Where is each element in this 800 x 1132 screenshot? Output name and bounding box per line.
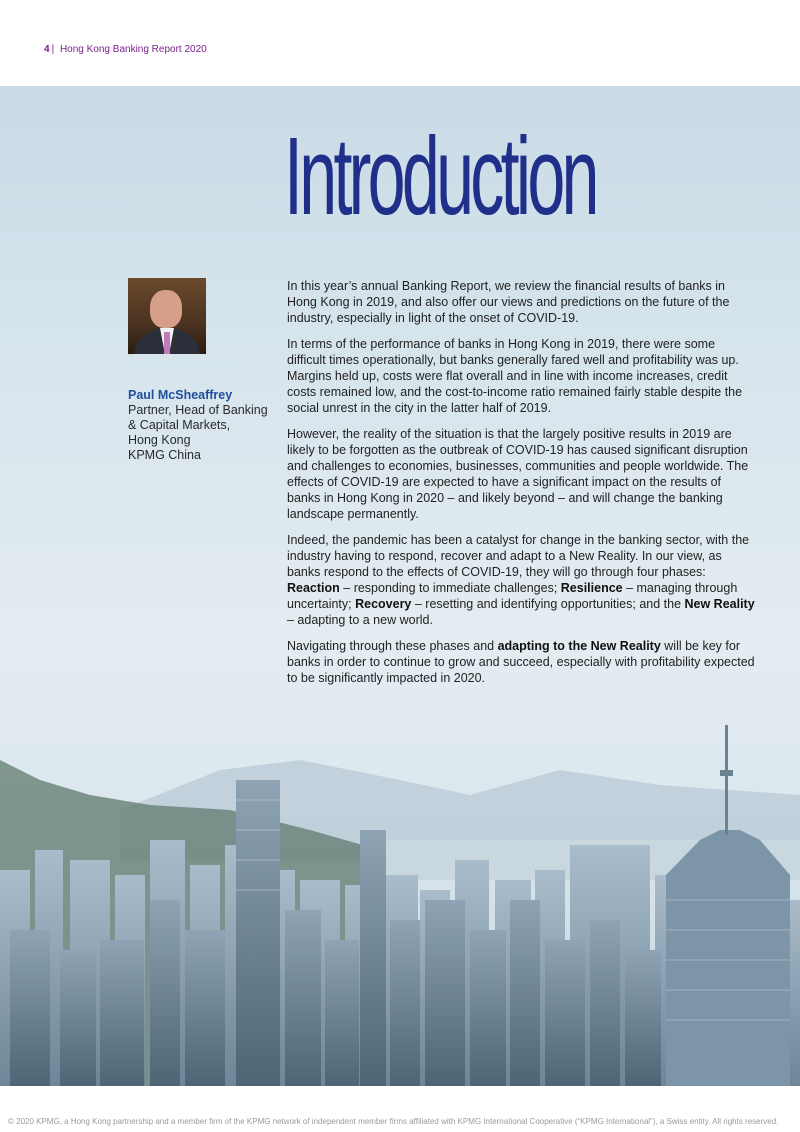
person-caption xyxy=(128,388,268,463)
paragraph-2: In terms of the performance of banks in Hong Kong in 2019, there were some difficult times operationally, but banks generally fared well and profitability was up. Margins held up, costs were flat overall and in line with income increases, credit costs remained low, and the cost-to-income ratio remained fairly stable despite the social unrest in the city in the latter half of 2019. xyxy=(287,337,743,415)
paragraph-5: Navigating through these phases and adapting to the New Reality will be key for banks in order to continue to grow and succeed, especially with profitability expected to be significantly impacted in 2020. xyxy=(287,639,755,685)
header-separator: | xyxy=(51,44,55,55)
page-header xyxy=(44,44,207,55)
intro-body xyxy=(287,278,757,696)
person-company: KPMG China xyxy=(128,448,201,462)
person-role-line2: & Capital Markets, xyxy=(128,418,231,432)
copyright-footer: © 2020 KPMG, a Hong Kong partnership and a member firm of the KPMG network of independent member firms affiliated with KPMG International Cooperative (“KPMG International”), a Swiss entity. All rights reserved. xyxy=(8,1117,779,1126)
person-role-line1: Partner, Head of Banking xyxy=(128,403,268,417)
paragraph-4: Indeed, the pandemic has been a catalyst for change in the banking sector, with the industry having to respond, recover and adapt to a New Reality. In our view, as banks respond to the effects of COVID-19, they will go through four phases: Reaction – responding to immediate challenges; Resilience – managing through uncertainty; Recovery – resetting and identifying opportunities; and the New Reality – adapting to a new world. xyxy=(287,533,755,627)
person-location: Hong Kong xyxy=(128,433,191,447)
phase-new-reality: New Reality xyxy=(684,597,755,611)
page-title: Introduction xyxy=(284,115,596,238)
phase-reaction: Reaction xyxy=(287,581,340,595)
emphasis-new-reality: adapting to the New Reality xyxy=(497,639,661,653)
person-name: Paul McSheaffrey xyxy=(128,388,233,402)
phase-resilience: Resilience xyxy=(560,581,623,595)
paragraph-3: However, the reality of the situation is that the largely positive results in 2019 are likely to be forgotten as the outbreak of COVID-19 has caused significant disruption and challenges to economies, businesses, communities and people worldwide. The effects of COVID-19 are expected to have a significant impact on the results of banks in Hong Kong in 2020 – and likely beyond – and will change the banking landscape permanently. xyxy=(287,427,749,521)
page-number: 4 xyxy=(44,44,50,55)
phase-recovery: Recovery xyxy=(355,597,412,611)
city-skyline-image xyxy=(0,700,800,1086)
portrait-photo xyxy=(128,278,206,354)
report-title: Hong Kong Banking Report 2020 xyxy=(59,44,207,55)
paragraph-1: In this year’s annual Banking Report, we review the financial results of banks in Hong Kong in 2019, and also offer our views and predictions on the future of the industry, especially in light of the onset of COVID-19. xyxy=(287,279,730,325)
